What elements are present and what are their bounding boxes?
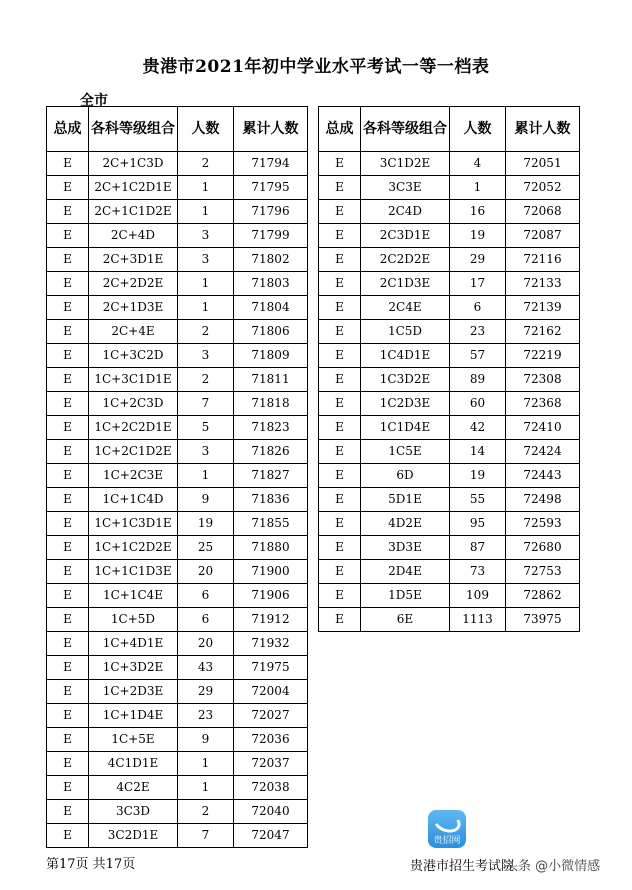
cell-cumulative: 73975 [506, 608, 580, 632]
scope-label: 全市 [80, 93, 108, 109]
cell-total: E [319, 584, 361, 608]
cell-combo: 1C+2C3E [89, 464, 178, 488]
cell-combo: 1C5D [361, 320, 450, 344]
cell-total: E [47, 272, 89, 296]
table-row [319, 584, 580, 608]
table-row [319, 296, 580, 320]
cell-count: 5 [178, 416, 234, 440]
cell-count: 14 [450, 440, 506, 464]
table-row [47, 440, 308, 464]
cell-count: 1 [450, 176, 506, 200]
table-row [47, 368, 308, 392]
table-row [47, 248, 308, 272]
cell-total: E [319, 272, 361, 296]
cell-count: 109 [450, 584, 506, 608]
table-row [319, 224, 580, 248]
cell-count: 16 [450, 200, 506, 224]
cell-cumulative: 71932 [234, 632, 308, 656]
cell-count: 55 [450, 488, 506, 512]
table-row [47, 704, 308, 728]
cell-total: E [47, 584, 89, 608]
cell-combo: 3C1D2E [361, 152, 450, 176]
exam-logo [428, 810, 466, 848]
cell-combo: 2C+1C1D2E [89, 200, 178, 224]
table-row [47, 752, 308, 776]
cell-total: E [47, 752, 89, 776]
cell-total: E [319, 368, 361, 392]
cell-cumulative: 71836 [234, 488, 308, 512]
cell-total: E [47, 608, 89, 632]
cell-combo: 1D5E [361, 584, 450, 608]
cell-cumulative: 72498 [506, 488, 580, 512]
header-cumulative: 累计人数 [506, 107, 580, 152]
cell-combo: 2C3D1E [361, 224, 450, 248]
table-row [319, 608, 580, 632]
watermark: 头条 @小微情感 [505, 859, 601, 874]
cell-cumulative: 71855 [234, 512, 308, 536]
cell-cumulative: 72308 [506, 368, 580, 392]
cell-total: E [319, 440, 361, 464]
cell-total: E [47, 344, 89, 368]
cell-combo: 4D2E [361, 512, 450, 536]
cell-total: E [47, 512, 89, 536]
cell-cumulative: 71818 [234, 392, 308, 416]
cell-combo: 1C+1C4E [89, 584, 178, 608]
cell-combo: 1C+2D3E [89, 680, 178, 704]
header-combo: 各科等级组合 [89, 107, 178, 152]
cell-cumulative: 72753 [506, 560, 580, 584]
table-row [319, 512, 580, 536]
cell-total: E [47, 824, 89, 848]
cell-total: E [319, 392, 361, 416]
table-row [47, 224, 308, 248]
table-row [319, 560, 580, 584]
cell-cumulative: 71799 [234, 224, 308, 248]
cell-combo: 1C5E [361, 440, 450, 464]
cell-count: 43 [178, 656, 234, 680]
cell-cumulative: 71802 [234, 248, 308, 272]
cell-total: E [47, 392, 89, 416]
cell-total: E [47, 560, 89, 584]
cell-cumulative: 71806 [234, 320, 308, 344]
table-row [47, 824, 308, 848]
cell-combo: 5D1E [361, 488, 450, 512]
table-row [47, 680, 308, 704]
cell-combo: 2C+1C3D [89, 152, 178, 176]
cell-count: 4 [450, 152, 506, 176]
cell-count: 1113 [450, 608, 506, 632]
cell-count: 6 [450, 296, 506, 320]
table-row [319, 200, 580, 224]
table-row [47, 464, 308, 488]
cell-cumulative: 72862 [506, 584, 580, 608]
cell-total: E [47, 632, 89, 656]
cell-count: 1 [178, 176, 234, 200]
cell-total: E [47, 488, 89, 512]
cell-count: 29 [450, 248, 506, 272]
cell-cumulative: 72040 [234, 800, 308, 824]
cell-cumulative: 72133 [506, 272, 580, 296]
cell-count: 19 [450, 224, 506, 248]
document-title: 贵港市2021年初中学业水平考试一等一档表 [142, 57, 490, 77]
cell-combo: 1C+2C3D [89, 392, 178, 416]
cell-cumulative: 71823 [234, 416, 308, 440]
table-row [319, 392, 580, 416]
cell-total: E [319, 488, 361, 512]
cell-total: E [319, 536, 361, 560]
cell-total: E [319, 200, 361, 224]
cell-combo: 1C+3D2E [89, 656, 178, 680]
cell-total: E [47, 464, 89, 488]
cell-count: 23 [450, 320, 506, 344]
cell-cumulative: 72680 [506, 536, 580, 560]
cell-count: 29 [178, 680, 234, 704]
cell-cumulative: 72027 [234, 704, 308, 728]
cell-total: E [319, 464, 361, 488]
cell-total: E [47, 704, 89, 728]
header-combo: 各科等级组合 [361, 107, 450, 152]
header-cumulative: 累计人数 [234, 107, 308, 152]
cell-count: 1 [178, 296, 234, 320]
cell-cumulative: 72051 [506, 152, 580, 176]
cell-combo: 3C3D [89, 800, 178, 824]
cell-combo: 2C+1C2D1E [89, 176, 178, 200]
cell-total: E [319, 320, 361, 344]
cell-cumulative: 72036 [234, 728, 308, 752]
table-header-row [319, 107, 580, 152]
cell-cumulative: 72443 [506, 464, 580, 488]
cell-count: 19 [450, 464, 506, 488]
cell-combo: 1C+1C2D2E [89, 536, 178, 560]
cell-combo: 1C2D3E [361, 392, 450, 416]
cell-total: E [47, 296, 89, 320]
cell-combo: 1C1D4E [361, 416, 450, 440]
cell-cumulative: 72139 [506, 296, 580, 320]
cell-count: 60 [450, 392, 506, 416]
table-row [319, 248, 580, 272]
table-row [319, 464, 580, 488]
cell-cumulative: 72087 [506, 224, 580, 248]
cell-cumulative: 71804 [234, 296, 308, 320]
header-count: 人数 [178, 107, 234, 152]
cell-combo: 2C+4E [89, 320, 178, 344]
table-row [319, 272, 580, 296]
cell-cumulative: 72162 [506, 320, 580, 344]
cell-total: E [47, 176, 89, 200]
cell-combo: 1C+2C1D2E [89, 440, 178, 464]
cell-total: E [47, 680, 89, 704]
cell-cumulative: 71912 [234, 608, 308, 632]
cell-cumulative: 71906 [234, 584, 308, 608]
cell-count: 19 [178, 512, 234, 536]
cell-cumulative: 71811 [234, 368, 308, 392]
header-total: 总成 [319, 107, 361, 152]
cell-count: 1 [178, 200, 234, 224]
table-row [319, 368, 580, 392]
footer-org: 贵港市招生考试院 [410, 859, 515, 874]
cell-combo: 1C+3C1D1E [89, 368, 178, 392]
cell-total: E [47, 728, 89, 752]
table-row [319, 176, 580, 200]
cell-count: 17 [450, 272, 506, 296]
cell-cumulative: 72037 [234, 752, 308, 776]
page-number: 第17页 共17页 [46, 857, 136, 872]
cell-combo: 3D3E [361, 536, 450, 560]
table-row [47, 176, 308, 200]
cell-total: E [319, 344, 361, 368]
table-row [47, 632, 308, 656]
cell-cumulative: 72116 [506, 248, 580, 272]
cell-total: E [319, 416, 361, 440]
table-row [319, 416, 580, 440]
cell-combo: 1C+1C1D3E [89, 560, 178, 584]
cell-total: E [47, 800, 89, 824]
table-row [47, 392, 308, 416]
cell-total: E [47, 536, 89, 560]
cell-combo: 2C+4D [89, 224, 178, 248]
cell-combo: 2C+1D3E [89, 296, 178, 320]
cell-total: E [319, 560, 361, 584]
cell-count: 87 [450, 536, 506, 560]
cell-combo: 1C+5D [89, 608, 178, 632]
header-total: 总成 [47, 107, 89, 152]
cell-cumulative: 72068 [506, 200, 580, 224]
table-row [319, 440, 580, 464]
cell-cumulative: 72410 [506, 416, 580, 440]
cell-combo: 2C+2D2E [89, 272, 178, 296]
cell-count: 6 [178, 608, 234, 632]
cell-cumulative: 71803 [234, 272, 308, 296]
table-row [319, 320, 580, 344]
cell-combo: 4C2E [89, 776, 178, 800]
table-row [47, 560, 308, 584]
cell-count: 2 [178, 368, 234, 392]
table-row [319, 152, 580, 176]
cell-total: E [319, 152, 361, 176]
cell-count: 2 [178, 320, 234, 344]
cell-cumulative: 72219 [506, 344, 580, 368]
cell-count: 1 [178, 776, 234, 800]
cell-combo: 1C+3C2D [89, 344, 178, 368]
cell-count: 7 [178, 824, 234, 848]
cell-combo: 1C+2C2D1E [89, 416, 178, 440]
cell-combo: 1C+1C3D1E [89, 512, 178, 536]
cell-count: 6 [178, 584, 234, 608]
table-row [47, 800, 308, 824]
table-row [319, 488, 580, 512]
cell-count: 7 [178, 392, 234, 416]
cell-combo: 6E [361, 608, 450, 632]
cell-cumulative: 71827 [234, 464, 308, 488]
cell-cumulative: 72424 [506, 440, 580, 464]
cell-total: E [319, 512, 361, 536]
table-row [319, 344, 580, 368]
cell-total: E [47, 248, 89, 272]
cell-count: 1 [178, 464, 234, 488]
cell-total: E [47, 320, 89, 344]
score-table-left [46, 106, 308, 848]
logo-text: 贵招网 [433, 836, 461, 846]
cell-combo: 2C1D3E [361, 272, 450, 296]
cell-cumulative: 72593 [506, 512, 580, 536]
table-row [47, 296, 308, 320]
cell-total: E [319, 224, 361, 248]
table-row [47, 344, 308, 368]
cell-count: 20 [178, 632, 234, 656]
cell-count: 57 [450, 344, 506, 368]
table-row [47, 200, 308, 224]
cell-cumulative: 72004 [234, 680, 308, 704]
table-row [47, 272, 308, 296]
cell-cumulative: 72368 [506, 392, 580, 416]
table-row [47, 416, 308, 440]
cell-count: 23 [178, 704, 234, 728]
cell-cumulative: 71880 [234, 536, 308, 560]
cell-count: 42 [450, 416, 506, 440]
cell-count: 9 [178, 488, 234, 512]
cell-combo: 2C+3D1E [89, 248, 178, 272]
cell-count: 2 [178, 152, 234, 176]
cell-combo: 2C4E [361, 296, 450, 320]
cell-combo: 1C+5E [89, 728, 178, 752]
table-row [47, 728, 308, 752]
cell-cumulative: 71796 [234, 200, 308, 224]
cell-total: E [319, 608, 361, 632]
score-table-right [318, 106, 580, 632]
cell-combo: 2C4D [361, 200, 450, 224]
cell-total: E [47, 416, 89, 440]
cell-total: E [47, 656, 89, 680]
logo-swoosh-icon [430, 808, 463, 836]
cell-total: E [319, 176, 361, 200]
cell-cumulative: 71809 [234, 344, 308, 368]
cell-combo: 1C+4D1E [89, 632, 178, 656]
cell-combo: 2D4E [361, 560, 450, 584]
cell-count: 3 [178, 224, 234, 248]
cell-count: 2 [178, 800, 234, 824]
cell-count: 3 [178, 440, 234, 464]
cell-count: 1 [178, 752, 234, 776]
table-row [47, 584, 308, 608]
table-header-row [47, 107, 308, 152]
cell-combo: 1C+1D4E [89, 704, 178, 728]
table-row [47, 152, 308, 176]
cell-combo: 1C+1C4D [89, 488, 178, 512]
cell-count: 9 [178, 728, 234, 752]
table-row [47, 488, 308, 512]
cell-total: E [47, 200, 89, 224]
cell-cumulative: 71975 [234, 656, 308, 680]
table-row [47, 320, 308, 344]
cell-combo: 1C3D2E [361, 368, 450, 392]
table-row [47, 512, 308, 536]
cell-total: E [47, 368, 89, 392]
cell-total: E [319, 296, 361, 320]
cell-combo: 1C4D1E [361, 344, 450, 368]
table-row [319, 536, 580, 560]
cell-total: E [47, 440, 89, 464]
cell-count: 95 [450, 512, 506, 536]
cell-count: 3 [178, 248, 234, 272]
cell-combo: 2C2D2E [361, 248, 450, 272]
cell-cumulative: 71795 [234, 176, 308, 200]
cell-cumulative: 72047 [234, 824, 308, 848]
cell-cumulative: 71826 [234, 440, 308, 464]
cell-count: 1 [178, 272, 234, 296]
cell-total: E [47, 776, 89, 800]
cell-count: 3 [178, 344, 234, 368]
cell-count: 89 [450, 368, 506, 392]
cell-cumulative: 71794 [234, 152, 308, 176]
table-row [47, 656, 308, 680]
cell-combo: 3C2D1E [89, 824, 178, 848]
cell-total: E [47, 152, 89, 176]
table-row [47, 608, 308, 632]
cell-total: E [319, 248, 361, 272]
cell-cumulative: 72052 [506, 176, 580, 200]
cell-combo: 4C1D1E [89, 752, 178, 776]
cell-count: 73 [450, 560, 506, 584]
header-count: 人数 [450, 107, 506, 152]
cell-count: 20 [178, 560, 234, 584]
cell-combo: 3C3E [361, 176, 450, 200]
cell-combo: 6D [361, 464, 450, 488]
table-row [47, 776, 308, 800]
table-row [47, 536, 308, 560]
cell-cumulative: 72038 [234, 776, 308, 800]
cell-count: 25 [178, 536, 234, 560]
cell-total: E [47, 224, 89, 248]
cell-cumulative: 71900 [234, 560, 308, 584]
